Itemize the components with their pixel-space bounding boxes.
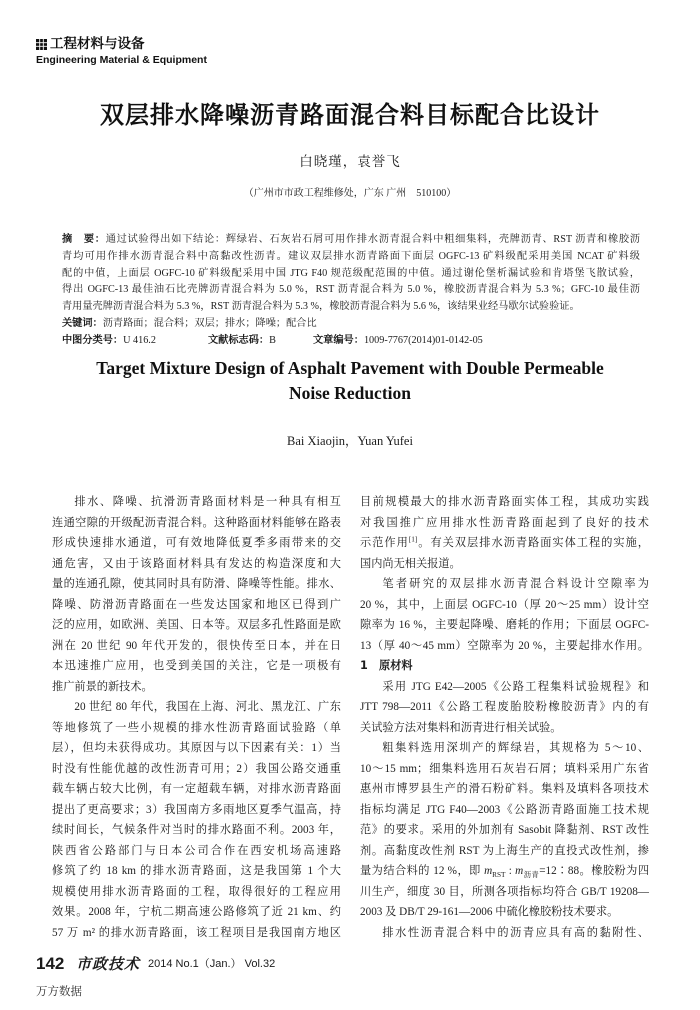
math-symbol: m xyxy=(515,865,524,877)
body-line: 57 万 m² 的排水沥青路面，该工程项目是我国南方地区 xyxy=(52,926,341,939)
body-line: 量的连通孔隙，使其同时具有防滑、降噪等性能。排水、 xyxy=(52,578,341,590)
body-line: 连通空隙的开级配沥青混合料。这种路面材料能够在路表 xyxy=(52,516,341,529)
journal-logo: 市政技术 xyxy=(76,955,141,973)
body-line: 关试验方法对集料和沥青进行相关试验。 xyxy=(360,721,562,734)
keywords-value: 沥青路面；混合料；双层；排水；降噪；配合比 xyxy=(102,317,317,329)
section-title-cn: 工程材料与设备 xyxy=(50,36,145,52)
document-code-value: B xyxy=(269,334,276,346)
body-line: 13（厚 40～45 mm）空隙率为 20 %，主要起排水作用。 xyxy=(360,639,649,652)
body-right-column xyxy=(360,492,649,943)
body-line: 剂。高黏度改性剂 RST 为上海生产的直投式改性剂，掺 xyxy=(360,844,649,857)
grid-square-icon xyxy=(36,39,47,50)
english-authors: Bai Xiaojin，Yuan Yufei xyxy=(287,434,413,448)
body-line: 效果。2008 年，宁杭二期高速公路修筑了近 21 km、约 xyxy=(52,906,341,918)
body-line: 20 世纪 80 年代，我国在上海、河北、黑龙江、广东 xyxy=(74,701,341,713)
abstract-line: 青用量壳牌沥青混合料为 5.3 %，RST 沥青混合料为 5.3 %，橡胶沥青混合料为 5.6 %，该结果业经马歇尔试验验证。 xyxy=(62,301,580,313)
body-line: 指标均满足 JTG F40—2003《公路沥青路面施工技术规 xyxy=(360,803,649,816)
abstract-line: 配的中值，上面层 OGFC-10 矿料级配采用中国 JTG F40 规范级配范围的中值。通过谢伦堡析漏试验和肯塔堡飞散试验， xyxy=(62,267,640,279)
body-line: 载车辆占较大比例，有一定超载车辆，对排水沥青路面 xyxy=(52,783,341,795)
clc-label: 中图分类号： xyxy=(62,334,124,346)
body-line: 层），但均未获得成功。其原因与以下因素有关：1）当 xyxy=(52,742,341,754)
body-line: 笔者研究的双层排水沥青混合料设计空隙率为 xyxy=(382,578,649,590)
abstract-line xyxy=(62,232,640,249)
section-heading xyxy=(360,656,649,677)
body-line: 通危害，又由于该路面材料具有发达的构造深度和大 xyxy=(52,557,341,570)
abstract-line: 青均可用作排水沥青混合料中高黏改性沥青。建议双层排水沥青路面下面层 OGFC-13 矿料级配采用美国 NCAT 矿料级 xyxy=(62,250,640,262)
section-number: 1 xyxy=(360,659,368,672)
body-line: 2003 及 DB/T 29-161—2006 中硫化橡胶粉技术要求。 xyxy=(360,906,619,918)
paper-title: 双层排水降噪沥青路面混合料目标配合比设计 xyxy=(100,101,600,129)
keywords-label: 关键词： xyxy=(62,317,103,329)
document-code-label: 文献标志码： xyxy=(208,334,270,346)
body-line: 采用 JTG E42—2005《公路工程集料试验规程》和 xyxy=(382,680,649,693)
abstract-block xyxy=(62,232,640,350)
issue-info: 2014 No.1（Jan.） Vol.32 xyxy=(148,958,276,970)
document-code xyxy=(208,333,313,350)
section-heading-title: 原材料 xyxy=(379,659,413,672)
body-line: 排水、降噪、抗滑沥青路面材料是一种具有相互 xyxy=(74,496,341,508)
body-line: 陕西省公路部门与日本公司合作在西安机场高速路 xyxy=(52,844,341,857)
body-line: 时没有性能优越的改性沥青可用；2）我国公路交通重 xyxy=(52,762,341,775)
body-line: 川生产，细度 30 目，所测各项指标均符合 GB/T 19208— xyxy=(360,885,649,898)
body-line: 洲在 20 世纪 90 年代开发的，很快传至日本，并在日 xyxy=(52,639,341,652)
article-number-label: 文章编号： xyxy=(313,334,364,346)
body-line xyxy=(360,861,649,882)
body-line: 推广前景的新技术。 xyxy=(52,680,153,693)
body-line: 形成快速排水通道，可有效地降低夏季多雨带来的交 xyxy=(52,537,341,549)
subscript: 沥青 xyxy=(523,871,540,880)
paper-authors: 白晓瑾，袁誉飞 xyxy=(299,154,401,169)
body-text: =12∶88。橡胶粉为四 xyxy=(539,865,650,877)
english-title-line: Target Mixture Design of Asphalt Pavement with Double Permeable xyxy=(96,358,604,378)
body-line: 隙率为 16 %，主要起降噪、磨耗的作用；下面层 OGFC- xyxy=(360,619,649,631)
body-line: 泛的应用，如欧洲、美国、日本等。双层多孔性路面是欧 xyxy=(52,619,341,631)
body-line: 20 %，其中，上面层 OGFC-10（厚 20～25 mm）设计空 xyxy=(360,598,649,611)
body-text: 。有关双层排水沥青路面实体工程的实施， xyxy=(417,537,649,549)
body-line: 本迅速推广应用，也受到美国的关注，它是一项极有 xyxy=(52,660,341,672)
abstract-text: 通过试验得出如下结论：辉绿岩、石灰岩石屑可用作排水沥青混合料中粗细集料，壳牌沥青、RST 沥青和橡胶沥 xyxy=(105,234,640,245)
body-line: 等地修筑了一些小规模的排水性沥青路面试验路（单 xyxy=(52,721,341,734)
body-line: 惠州市博罗县生产的滑石粉矿料。集料及填料各项技术 xyxy=(360,783,649,795)
body-line: 对我国推广应用排水性沥青路面起到了良好的技术 xyxy=(360,516,649,529)
source-watermark: 万方数据 xyxy=(36,984,82,998)
body-line: 10～15 mm；细集料选用石灰岩石屑；填料采用广东省 xyxy=(360,762,649,775)
keywords-line xyxy=(62,316,640,333)
body-line: 规模使用排水沥青路面的工程，取得很好的工程应用 xyxy=(52,885,341,898)
clc-value: U 416.2 xyxy=(123,334,156,346)
body-line: 范》的要求。采用的外加剂有 Sasobit 降黏剂、RST 改性 xyxy=(360,824,649,836)
body-line xyxy=(360,533,649,554)
abstract-label: 摘 要： xyxy=(62,234,106,245)
body-line: JTT 798—2011《公路工程废胎胶粉橡胶沥青》内的有 xyxy=(360,701,649,713)
english-title-line: Noise Reduction xyxy=(288,383,411,403)
body-left-column xyxy=(52,492,341,943)
math-symbol: m xyxy=(484,865,493,877)
clc-number xyxy=(62,333,208,350)
body-line: 国内尚无相关报道。 xyxy=(360,557,461,570)
subscript: RST xyxy=(492,871,506,880)
body-line: 粗集料选用深圳产的辉绿岩，其规格为 5～10、 xyxy=(382,742,649,754)
classification-line xyxy=(62,333,640,350)
english-title xyxy=(0,356,700,406)
article-number xyxy=(313,333,483,350)
body-line: 降噪、防滑沥青路面在一些发达国家和地区已得到广 xyxy=(52,598,341,611)
citation-marker: [1] xyxy=(408,535,418,544)
body-text: 量为结合料的 12 %，即 xyxy=(360,865,485,877)
body-text: : xyxy=(505,865,516,877)
body-line: 目前规模最大的排水沥青路面实体工程，其成功实践 xyxy=(360,496,649,508)
body-line: 提出了更高要求；3）我国南方多雨地区夏季气温高，持 xyxy=(52,803,341,816)
body-line: 排水性沥青混合料中的沥青应具有高的黏附性、 xyxy=(382,926,649,939)
article-number-value: 1009-7767(2014)01-0142-05 xyxy=(363,334,483,346)
page-number: 142 xyxy=(36,954,65,973)
abstract-line: 得出 OGFC-13 最佳油石比壳牌沥青混合料为 5.0 %，RST 沥青混合料为 5.0 %，橡胶沥青混合料为 5.3 %；GFC-10 最佳沥 xyxy=(62,284,640,296)
section-title-en: Engineering Material & Equipment xyxy=(36,54,207,66)
body-line: 修筑了约 18 km 的排水沥青路面，这是我国第 1 个大 xyxy=(52,865,341,877)
author-affiliation: （广州市市政工程维修处，广东 广州 510100） xyxy=(243,188,457,199)
body-text: 示范作用 xyxy=(360,537,409,549)
body-line: 续时间长，气候条件对当时的排水路面不利。2003 年， xyxy=(52,824,341,836)
